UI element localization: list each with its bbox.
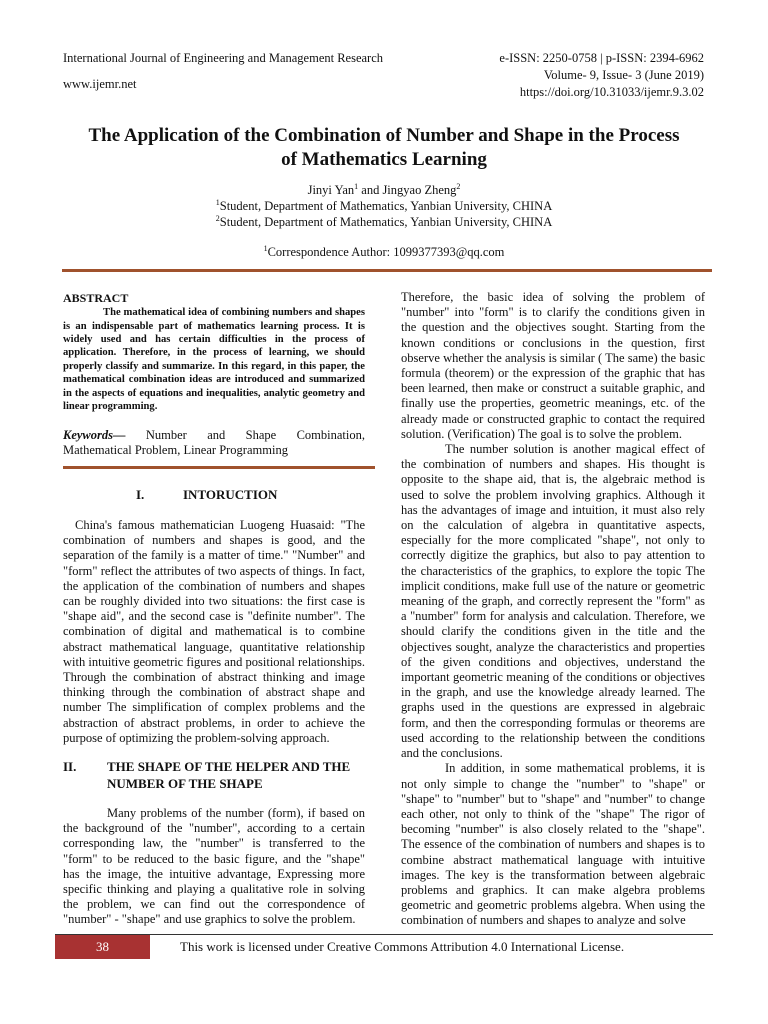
license-text: This work is licensed under Creative Commons Attribution 4.0 International License.: [180, 939, 625, 954]
abstract: [63, 291, 365, 413]
footer-divider: [55, 934, 713, 935]
author-names: Jinyi Yan$^1$ and Jingyao Zheng$^2$: [307, 181, 461, 197]
volume: Volume- 9, Issue- 3 (June 2019): [543, 68, 704, 82]
author-block: [60, 182, 708, 230]
section-1-body: [63, 518, 365, 746]
title-line-2: of Mathematics Learning: [281, 149, 487, 170]
right-paragraph-1: Therefore, the basic idea of solving the problem of "number" into "form" is to clarify the conditions given in the question and the objectives sought. Starting from the known conditions or conclusions in the question, first observe whether the analysis is similar ( The same) the basic formula (theorem) or the expression of the graphic that has been learned, then make or construct a suitable graphic, and finally use the properties, geometric meanings, etc. of the already made or constructed graphic to contact the required solution. (Verification) The goal is to solve the problem.: [401, 290, 705, 441]
section-1-paragraph: China's famous mathematician Luogeng Huasaid: "The combination of numbers and shapes is good, and the separation of the family is a matter of time." "Number" and "form" reflect the attributes of two aspects of things. In fact, the application of the combination of numbers and shapes can be roughly divided into two situations: the first case is "shape aid", and the second case is "definite number". The combination of digital and mathematical is to combine abstract mathematical language, quantitative relationship with intuitive geometric figures and positional relationships. Through the combination of abstract thinking and image thinking through the combination of abstract shape and number The simplification of complex problems and the abstraction of abstract problems, in order to achieve the purpose of optimizing the problem-solving approach.: [63, 518, 365, 745]
right-paragraph-3: In addition, in some mathematical problems, it is not only simple to change the "number" to "shape" or "shape" to "number" but to "shape" and "number" to change each other, not only to think of the "shape" The rigor of becoming "number" is also closely related to the "shape". The essence of the combination of numbers and shapes is to combine abstract mathematical language with intuitive images. The key is the transformation between algebraic problems and graphics. It can make algebra problems geometric and geometric problems algebra. When using the combination of numbers and shapes to analyze and solve: [401, 761, 705, 928]
issn: e-ISSN: 2250-0758 | p-ISSN: 2394-6962: [499, 51, 704, 65]
section-2-paragraph: Many problems of the number (form), if based on the background of the "number", according to a certain corresponding law, the "number" is transferred to the "form" to be reduced to the basic figure, and the "shape" has the image, the intuitive advantage, Expressing more specific thinking and playing a qualitative role in solving the problem, we can find out the correspondence of "number" - "shape" and use graphics to solve the problem.: [63, 806, 365, 927]
doi: https://doi.org/10.31033/ijemr.9.3.02: [519, 85, 704, 99]
section-1-number: I.: [136, 487, 145, 502]
section-2-title: THE SHAPE OF THE HELPER AND THE NUMBER OF THE SHAPE: [107, 759, 351, 791]
keywords-label: Keywords—: [63, 428, 126, 442]
abstract-divider: [63, 466, 375, 469]
title-divider: [62, 269, 712, 272]
section-2-number: II.: [63, 759, 77, 774]
keywords-text: Number and Shape Combination, Mathematical Problem, Linear Programming: [63, 428, 365, 458]
section-1-title: INTORUCTION: [183, 487, 278, 502]
abstract-heading: ABSTRACT: [63, 291, 129, 305]
paper-title: [60, 124, 708, 172]
journal-header-right: [499, 50, 704, 101]
abstract-body: The mathematical idea of combining numbers and shapes is an indispensable part of mathematics learning process. It is widely used and has certain difficulties in the process of application. Therefore, in the process of learning, we should properly classify and summarize. In this regard, in this paper, the mathematical combination ideas are introduced and summarized in the aspects of equations and inequalities, analytic geometry and linear programming.: [63, 307, 365, 413]
journal-website: www.ijemr.net: [63, 77, 137, 91]
section-2-body: [63, 806, 365, 928]
correspondence: $^1$Correspondence Author: 1099377393@qq.com: [263, 243, 505, 259]
keywords: [63, 428, 365, 458]
title-line-1: The Application of the Combination of Number and Shape in the Process: [88, 125, 680, 146]
affiliation-2: $^2$Student, Department of Mathematics, Yanbian University, CHINA: [215, 213, 553, 229]
journal-header-left: [63, 50, 383, 93]
affiliation-1: $^1$Student, Department of Mathematics, Yanbian University, CHINA: [215, 197, 553, 213]
page-number: 38: [55, 935, 150, 959]
right-column: [401, 290, 705, 929]
right-paragraph-2: The number solution is another magical effect of the combination of numbers and shapes. His thought is opposite to the shape aid, that is, the algebraic method is used to solve the problem involving graphics. Although it has the advantages of image and intuition, it must also rely on the calculation of algebra in quantitative aspects, especially for the more complicated "shape", not only to correctly digitize the graphics, but also to pay attention to the characteristics of the graphics, to explore the topic The implicit conditions, make full use of the nature or geometric meaning of the graph, and correctly represent the "form" as a "number" form for analysis and calculation. Therefore, we should clarify the conditions given in the title and the objectives sought, analyze the characteristics and properties of the given conditions and objectives, understand the important geometric meaning of the conditions or objectives in the graph, and use the knowledge already learned. The graphs used in the questions are expressed in algebraic form, and then the corresponding formulas or theorems are used according to the relationship between the conditions and the conclusions.: [401, 442, 705, 761]
journal-name: International Journal of Engineering and Management Research: [63, 51, 384, 65]
